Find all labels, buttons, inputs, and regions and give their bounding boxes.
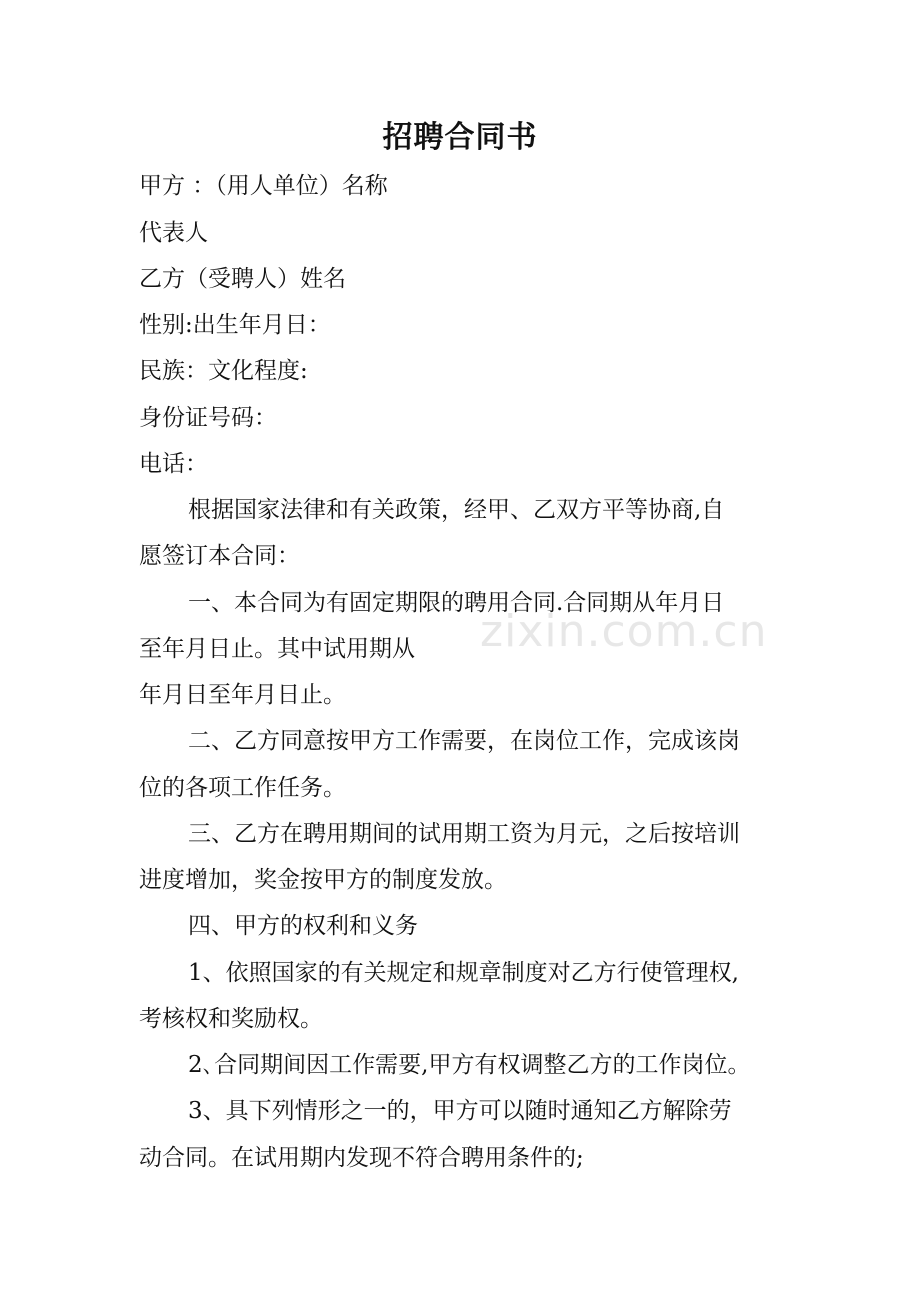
clause-4-item-1-line-1: 1、依照国家的有关规定和规章制度对乙方行使管理权, xyxy=(188,960,739,986)
clause-4-item-1-line-2: 考核权和奖励权。 xyxy=(139,1006,323,1032)
gender-birthdate-field: 性别:出生年月日： xyxy=(139,312,331,338)
clause-3-line-2: 进度增加，奖金按甲方的制度发放。 xyxy=(139,867,507,893)
ethnicity-education-field: 民族：文化程度: xyxy=(139,358,308,384)
party-a-field: 甲方 ：（用人单位）名称 xyxy=(139,173,388,199)
clause-4-item-2: 2､合同期间因工作需要,甲方有权调整乙方的工作岗位。 xyxy=(188,1052,751,1078)
clause-2-line-1: 二、乙方同意按甲方工作需要，在岗位工作，完成该岗 xyxy=(188,728,740,754)
clause-2-line-2: 位的各项工作任务。 xyxy=(139,775,346,801)
clause-1-line-1: 一、本合同为有固定期限的聘用合同.合同期从年月日 xyxy=(188,590,725,616)
clause-4-item-3-line-2: 动合同。在试用期内发现不符合聘用条件的; xyxy=(139,1145,584,1171)
party-b-field: 乙方（受聘人）姓名 xyxy=(139,266,346,292)
id-number-field: 身份证号码： xyxy=(139,405,277,431)
preamble-line-1: 根据国家法律和有关政策，经甲、乙双方平等协商,自 xyxy=(188,497,725,523)
clause-4-item-3-line-1: 3、具下列情形之一的，甲方可以随时通知乙方解除劳 xyxy=(188,1098,732,1124)
clause-1-line-3: 年月日至年月日止。 xyxy=(139,682,346,708)
representative-field: 代表人 xyxy=(139,220,208,246)
clause-4-heading: 四、甲方的权利和义务 xyxy=(188,913,418,939)
phone-field: 电话： xyxy=(139,451,208,477)
document-title: 招聘合同书 xyxy=(382,120,538,155)
preamble-line-2: 愿签订本合同： xyxy=(139,543,300,569)
clause-3-line-1: 三、乙方在聘用期间的试用期工资为月元，之后按培训 xyxy=(188,821,740,847)
clause-1-line-2: 至年月日止。其中试用期从 xyxy=(139,636,415,662)
watermark: zixin.com.cn xyxy=(480,606,768,657)
